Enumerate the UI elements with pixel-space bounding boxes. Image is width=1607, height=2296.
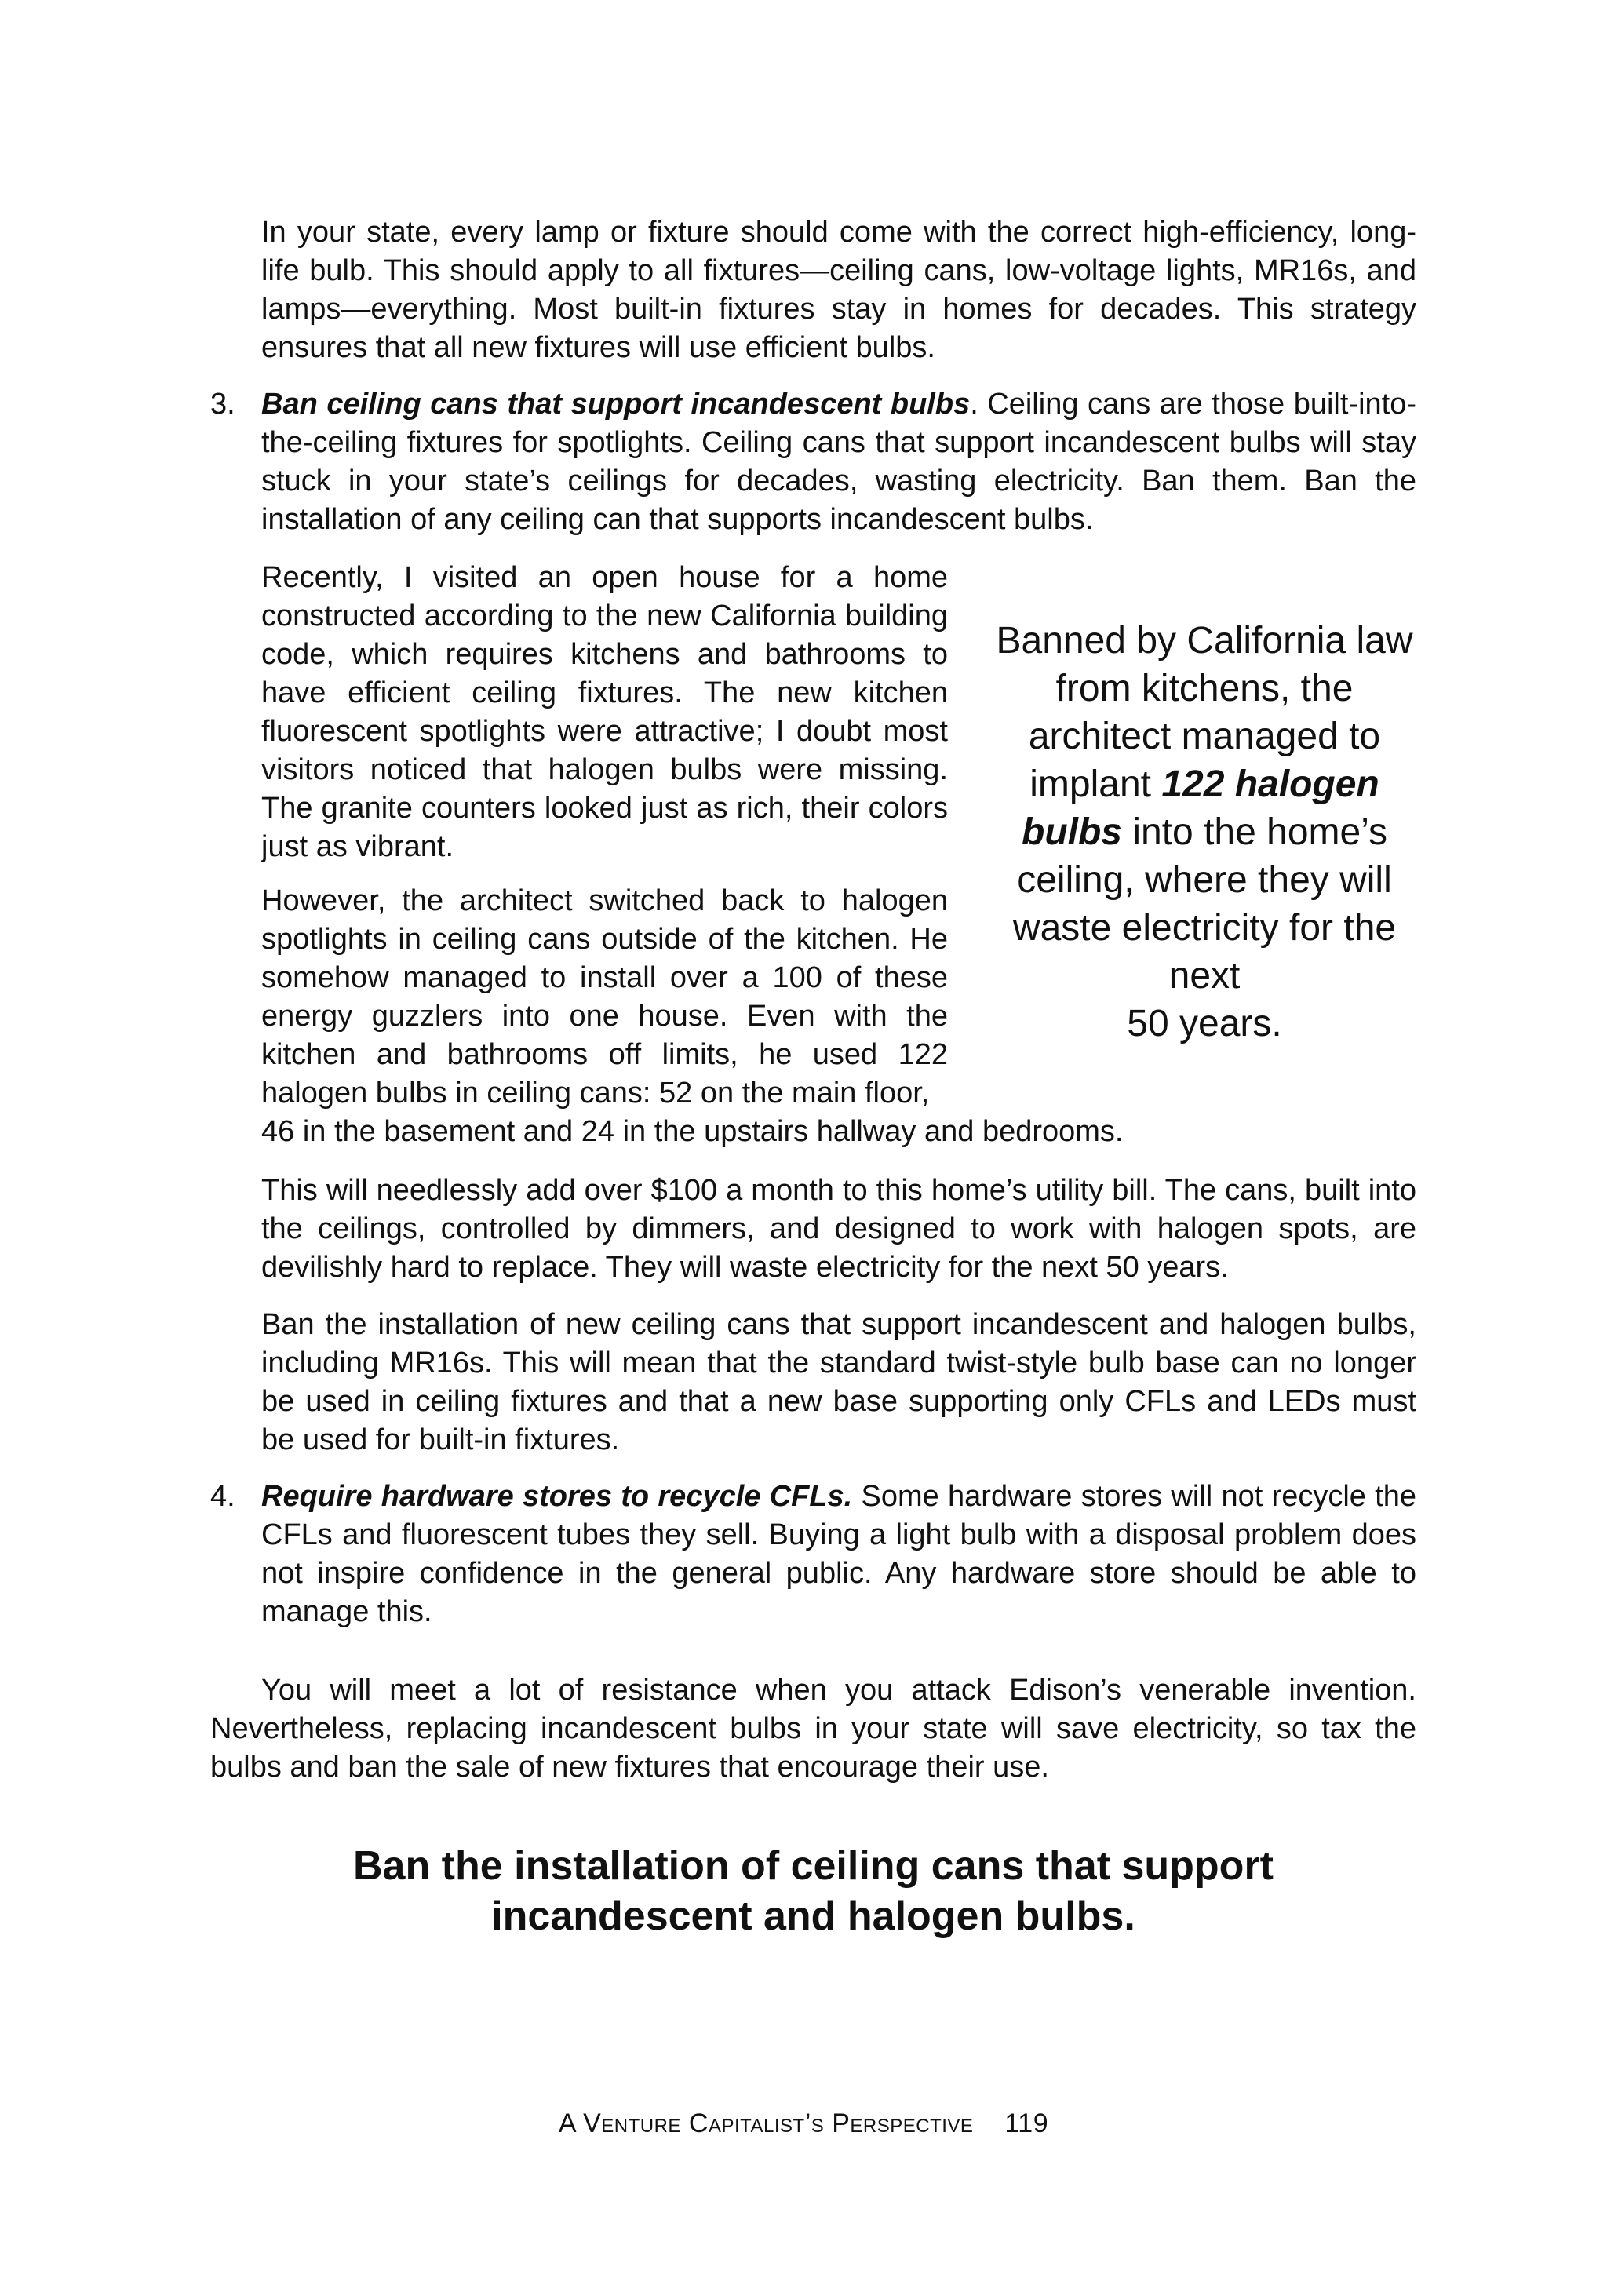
list-item-heading: Ban ceiling cans that support incandescent bulbs <box>261 388 971 421</box>
list-item-body <box>261 385 1416 539</box>
ban-paragraph: Ban the installation of new ceiling cans that support incandescent and halogen bulbs, including MR16s. This will mean that the standard twist-style bulb base can no longer be used in ceiling fixtures and that a new base supporting only CFLs and LEDs must be used for built-in fixtures. <box>261 1308 1416 1456</box>
banner-line-2: incandescent and halogen bulbs. <box>491 1893 1135 1939</box>
list-item-4 <box>210 1478 1416 1631</box>
intro-paragraph: In your state, every lamp or fixture should come with the correct high-efficiency, long-life bulb. This should apply to all fixtures—ceiling cans, low-voltage lights, MR16s, and lamps—everything. Most built-in fixtures stay in homes for decades. This strategy ensures that all new fixtures will use efficient bulbs. <box>261 216 1416 364</box>
banner-heading <box>210 1841 1416 1941</box>
list-item-3 <box>210 385 1416 539</box>
pull-quote-emphasis: 122 halogen bulbs <box>1022 764 1379 853</box>
pull-quote-last-line: 50 years. <box>1127 1003 1282 1044</box>
list-number: 3. <box>210 388 235 421</box>
pull-quote-after: into the home’s ceiling, where they will waste electricity for the next <box>1012 811 1397 997</box>
architect-paragraph-end: 46 in the basement and 24 in the upstairs hallway and bedrooms. <box>261 1115 1124 1148</box>
utility-paragraph: This will needlessly add over $100 a month to this home’s utility bill. The cans, built into the ceilings, controlled by dimmers, and designed to work with halogen spots, are devilishly hard to replace. They will waste electricity for the next 50 years. <box>261 1174 1416 1284</box>
list-item-body <box>261 1478 1416 1631</box>
banner-line-1: Ban the installation of ceiling cans that support <box>353 1843 1274 1889</box>
page-number: 119 <box>1004 2108 1049 2138</box>
open-house-paragraph: Recently, I visited an open house for a home constructed according to the new California building code, which requires kitchens and bathrooms to have efficient ceiling fixtures. The new kitchen fluorescent spotlights were attractive; I doubt most visitors noticed that halogen bulbs were missing. The granite counters looked just as rich, their colors just as vibrant. <box>261 561 948 863</box>
architect-paragraph: However, the architect switched back to halogen spotlights in ceiling cans outside of the kitchen. He somehow managed to install over a 100 of these energy guzzlers into one house. Even with the kitchen and bathrooms off limits, he used 122 halogen bulbs in ceiling cans: 52 on the main floor, <box>261 884 948 1110</box>
pull-quote-before: Banned by California law from kitchens, the architect managed to implant <box>996 620 1413 805</box>
page-footer <box>0 2108 1607 2139</box>
running-title: A Venture Capitalist’s Perspective <box>558 2108 974 2138</box>
list-item-text: . Ceiling cans are those built-into-the-ceiling fixtures for spotlights. Ceiling cans that support incandescent bulbs will stay stuck in your state’s ceilings for decades, wasting electricity. Ban them. Ban the installation of any ceiling can that supports incandescent bulbs. <box>261 388 1416 536</box>
closing-paragraph: You will meet a lot of resistance when you attack Edison’s venerable invention. Nevertheless, replacing incandescent bulbs in your state will save electricity, so tax the bulbs and ban the sale of new fixtures that encourage their use. <box>210 1674 1416 1784</box>
list-number: 4. <box>210 1480 235 1513</box>
pull-quote <box>993 617 1416 1048</box>
list-item-heading: Require hardware stores to recycle CFLs. <box>261 1480 853 1513</box>
list-item-text: Some hardware stores will not recycle the CFLs and fluorescent tubes they sell. Buying a light bulb with a disposal problem does not inspire confidence in the general public. Any hardware store should be able to manage this. <box>261 1480 1416 1628</box>
